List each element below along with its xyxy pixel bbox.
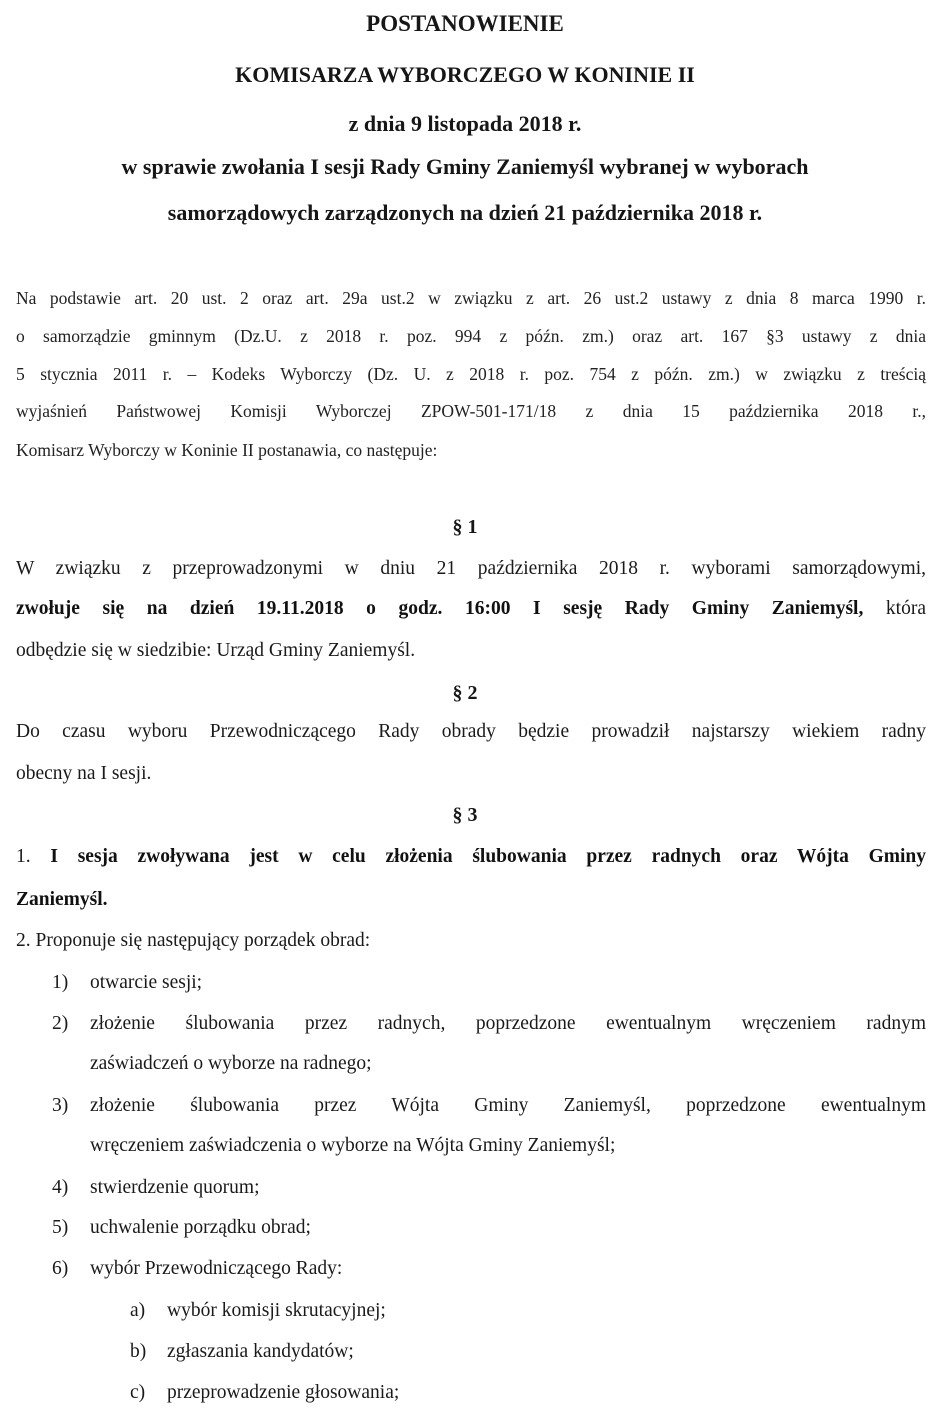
section-1-line bbox=[16, 595, 926, 623]
agenda-item-text: stwierdzenie quorum; bbox=[90, 1177, 260, 1198]
section-2-line: obecny na I sesji. bbox=[16, 763, 152, 784]
agenda-item-text: otwarcie sesji; bbox=[90, 972, 203, 993]
subitem-text: wybór komisji skrutacyjnej; bbox=[167, 1300, 386, 1321]
agenda-item-number: 5) bbox=[52, 1217, 69, 1238]
point-1-text: I sesja zwoływana jest w celu złożenia ślubowania przez radnych oraz Wójta Gminy bbox=[50, 846, 927, 867]
section-1-line: W związku z przeprowadzonymi w dniu 21 października 2018 r. wyborami samorządowymi, bbox=[16, 558, 926, 579]
preamble-line: 5 stycznia 2011 r. – Kodeks Wyborczy (Dz. U. z 2018 r. poz. 754 z późn. zm.) w związku z treścią bbox=[16, 364, 926, 384]
section-3-point-1 bbox=[16, 843, 926, 871]
agenda-item-text: uchwalenie porządku obrad; bbox=[90, 1217, 311, 1238]
section-2-line: Do czasu wyboru Przewodniczącego Rady obrady będzie prowadził najstarszy wiekiem radny bbox=[16, 721, 926, 742]
agenda-item-text: wybór Przewodniczącego Rady: bbox=[90, 1258, 343, 1279]
section-2-sign: § 2 bbox=[452, 682, 478, 704]
agenda-item-number: 4) bbox=[52, 1177, 69, 1198]
agenda-item-number: 6) bbox=[52, 1258, 69, 1279]
agenda-item-text: zaświadczeń o wyborze na radnego; bbox=[90, 1053, 372, 1074]
section-1-line-rest: która bbox=[863, 598, 926, 619]
document-title: POSTANOWIENIE bbox=[366, 11, 564, 36]
section-1-sign: § 1 bbox=[452, 516, 478, 538]
subject-line-1: w sprawie zwołania I sesji Rady Gminy Zaniemyśl wybranej w wyborach bbox=[121, 154, 809, 179]
section-1-line: odbędzie się w siedzibie: Urząd Gminy Zaniemyśl. bbox=[16, 640, 416, 661]
point-1-text-cont: Zaniemyśl. bbox=[16, 889, 108, 910]
agenda-item-text: złożenie ślubowania przez Wójta Gminy Zaniemyśl, poprzedzone ewentualnym bbox=[90, 1095, 926, 1116]
subitem-text: przeprowadzenie głosowania; bbox=[167, 1382, 400, 1403]
agenda-item-number: 2) bbox=[52, 1013, 69, 1034]
issuing-authority: KOMISARZA WYBORCZEGO W KONINIE II bbox=[235, 62, 695, 87]
subitem-letter: b) bbox=[130, 1341, 147, 1362]
preamble-line: Na podstawie art. 20 ust. 2 oraz art. 29a ust.2 w związku z art. 26 ust.2 ustawy z dnia 8 marca 1990 r. bbox=[16, 288, 926, 308]
agenda-item-number: 3) bbox=[52, 1095, 69, 1116]
section-3-sign: § 3 bbox=[452, 804, 478, 826]
subject-line-2: samorządowych zarządzonych na dzień 21 października 2018 r. bbox=[167, 200, 763, 225]
agenda-item-text: złożenie ślubowania przez radnych, poprzedzone ewentualnym wręczeniem radnym bbox=[90, 1013, 926, 1034]
document-date: z dnia 9 listopada 2018 r. bbox=[348, 111, 582, 136]
agenda-item-number: 1) bbox=[52, 972, 69, 993]
subitem-letter: a) bbox=[130, 1300, 146, 1321]
agenda-item-text: wręczeniem zaświadczenia o wyborze na Wójta Gminy Zaniemyśl; bbox=[90, 1135, 616, 1156]
subitem-letter: c) bbox=[130, 1382, 146, 1403]
section-3-point-1-cont bbox=[16, 886, 926, 914]
section-3-point-2: 2. Proponuje się następujący porządek obrad: bbox=[16, 930, 371, 951]
preamble-line: o samorządzie gminnym (Dz.U. z 2018 r. poz. 994 z późn. zm.) oraz art. 167 §3 ustawy z dnia bbox=[16, 326, 926, 346]
preamble-line: Komisarz Wyborczy w Koninie II postanawia, co następuje: bbox=[16, 440, 438, 460]
preamble-line: wyjaśnień Państwowej Komisji Wyborczej ZPOW-501-171/18 z dnia 15 października 2018 r., bbox=[16, 401, 926, 421]
convening-statement: zwołuje się na dzień 19.11.2018 o godz. 16:00 I sesję Rady Gminy Zaniemyśl, bbox=[16, 598, 864, 619]
point-number: 1. bbox=[16, 846, 31, 867]
subitem-text: zgłaszania kandydatów; bbox=[167, 1341, 354, 1362]
